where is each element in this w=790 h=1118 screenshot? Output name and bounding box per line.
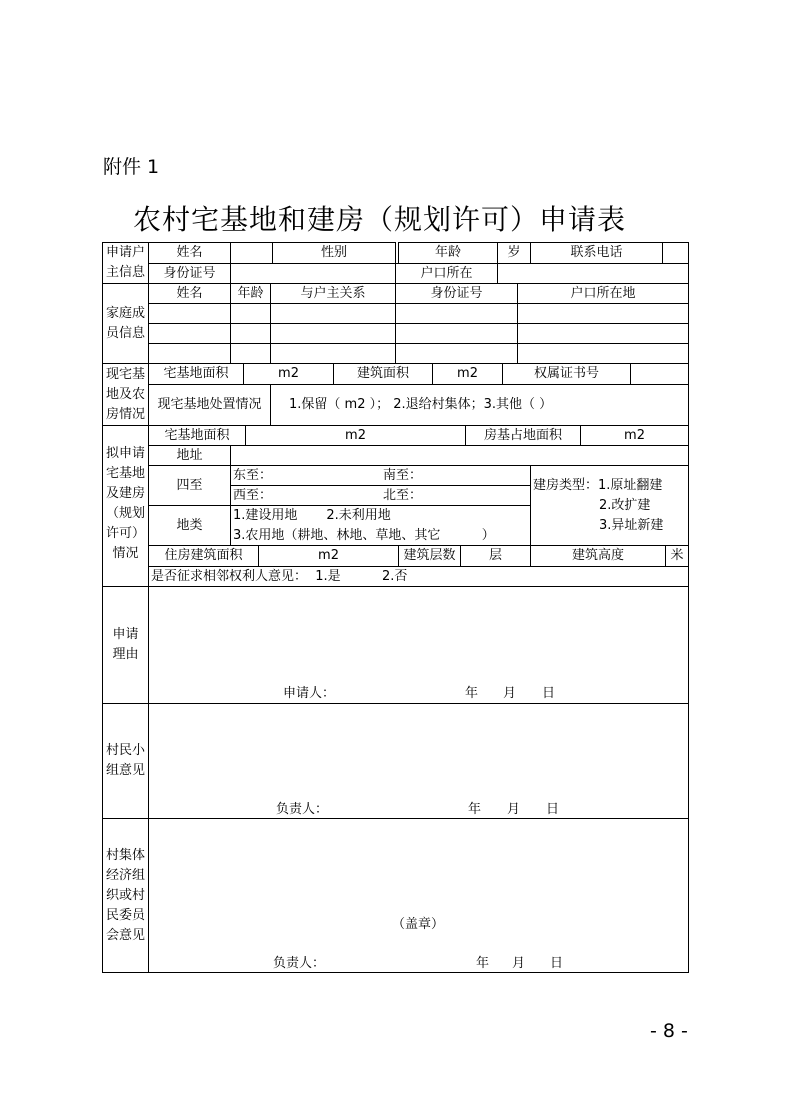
build-type-line: 建房类型：1.原址翻建 [533, 477, 663, 493]
land-type-line: 3.农用地（耕地、林地、草地、其它 ） [233, 527, 495, 543]
label-line: 现宅基 [105, 366, 145, 382]
table-cell[interactable] [517, 343, 689, 364]
id-label: 身份证号 [148, 263, 231, 284]
north-label: 北至： [383, 487, 423, 503]
height-label: 建筑高度 [530, 545, 666, 567]
committee-section-label [102, 818, 149, 973]
name-field[interactable] [230, 242, 273, 264]
group-day: 日 [546, 802, 560, 817]
table-cell[interactable] [395, 343, 518, 364]
land-type-line: 1.建设用地 2.未利用地 [233, 507, 391, 523]
label-line: 民委员 [105, 907, 145, 923]
reason-day: 日 [542, 686, 556, 701]
reason-section-label [102, 586, 149, 704]
label-line: 房情况 [105, 406, 145, 422]
label-line: 村民小 [105, 743, 145, 758]
name-label: 姓名 [148, 242, 231, 264]
age-label: 年龄 [398, 242, 498, 264]
family-header-hukou: 户口所在地 [517, 283, 689, 304]
current-site-area-field[interactable]: m2 [243, 363, 334, 385]
label-line: 经济组 [105, 867, 145, 883]
reason-month: 月 [503, 686, 517, 701]
label-line: 申请户 [105, 245, 145, 260]
hukou-field[interactable] [497, 263, 689, 284]
form-title: 农村宅基地和建房（规划许可）申请表 [133, 203, 627, 236]
group-signer-label: 负责人： [276, 802, 329, 817]
table-cell[interactable] [270, 323, 396, 344]
family-section-label [102, 283, 149, 364]
cert-field[interactable] [630, 363, 689, 385]
current-building-area-field[interactable]: m2 [432, 363, 503, 385]
family-header-id: 身份证号 [395, 283, 518, 304]
label-line: 申请 [112, 627, 139, 642]
group-section-label [102, 703, 149, 819]
label-line: 会意见 [105, 927, 145, 943]
proposed-section-label [102, 425, 149, 587]
footprint-field[interactable]: m2 [580, 425, 689, 446]
west-north-row[interactable] [230, 485, 531, 506]
group-year: 年 [468, 802, 482, 817]
floor-area-field[interactable]: m2 [258, 545, 399, 567]
disposal-label: 现宅基地处置情况 [148, 384, 271, 426]
label-line: 地及农 [105, 386, 145, 402]
current-section-label [102, 363, 149, 426]
label-line: 家庭成 [105, 305, 145, 321]
land-type-options[interactable] [230, 505, 531, 546]
build-type-line: 2.改扩建 [599, 497, 651, 513]
proposed-site-area-field[interactable]: m2 [245, 425, 466, 446]
table-cell[interactable] [395, 303, 518, 324]
address-field[interactable] [230, 445, 689, 466]
cert-label: 权属证书号 [502, 363, 631, 385]
east-south-row[interactable] [230, 465, 531, 486]
committee-opinion-field[interactable] [148, 818, 689, 973]
label-line: 拟申请 [105, 446, 145, 461]
build-type-line: 3.异址新建 [599, 517, 664, 533]
neighbor-consent-row[interactable]: 是否征求相邻权利人意见： 1.是 2.否 [148, 566, 689, 587]
seal-label: （盖章） [392, 917, 445, 932]
committee-year: 年 [476, 956, 490, 971]
label-line: 理由 [112, 647, 139, 662]
height-unit: 米 [665, 545, 689, 567]
land-type-label: 地类 [148, 505, 231, 546]
current-building-area-label: 建筑面积 [333, 363, 433, 385]
table-cell[interactable] [148, 323, 231, 344]
table-cell[interactable] [517, 303, 689, 324]
table-cell[interactable] [148, 343, 231, 364]
label-line: 组意见 [105, 763, 145, 778]
committee-signer-label: 负责人： [273, 956, 326, 971]
west-label: 西至： [233, 487, 273, 503]
boundaries-label: 四至 [148, 465, 231, 506]
applicant-section-label [102, 242, 149, 284]
attachment-label: 附件 1 [103, 156, 160, 178]
build-type-options[interactable] [530, 465, 689, 546]
table-cell[interactable] [230, 343, 271, 364]
group-opinion-field[interactable] [148, 703, 689, 819]
family-header-name: 姓名 [148, 283, 231, 304]
label-line: 员信息 [105, 325, 145, 341]
gender-label: 性别 [272, 242, 396, 264]
hukou-label: 户口所在 [395, 263, 498, 284]
floor-area-label: 住房建筑面积 [148, 545, 259, 567]
committee-day: 日 [550, 956, 564, 971]
label-line: 村集体 [105, 847, 145, 863]
floors-field[interactable]: 层 [460, 545, 531, 567]
label-line: 情况 [112, 546, 139, 561]
label-line: 宅基地 [105, 466, 145, 481]
table-cell[interactable] [517, 323, 689, 344]
disposal-options[interactable]: 1.保留（ m2 ）； 2.退给村集体；3.其他（ ） [270, 384, 689, 426]
reason-field[interactable] [148, 586, 689, 704]
label-line: （规划 [105, 506, 145, 521]
label-line: 织或村 [105, 887, 145, 903]
label-line: 及建房 [105, 486, 145, 501]
phone-field[interactable] [662, 242, 689, 264]
east-label: 东至： [233, 467, 273, 483]
footprint-label: 房基占地面积 [465, 425, 581, 446]
family-header-relation: 与户主关系 [270, 283, 396, 304]
table-cell[interactable] [270, 343, 396, 364]
family-header-age: 年龄 [230, 283, 271, 304]
table-cell[interactable] [148, 303, 231, 324]
floors-label: 建筑层数 [398, 545, 461, 567]
address-label: 地址 [148, 445, 231, 466]
south-label: 南至： [383, 467, 423, 483]
table-cell[interactable] [395, 323, 518, 344]
group-month: 月 [507, 802, 521, 817]
age-unit: 岁 [497, 242, 531, 264]
table-cell[interactable] [270, 303, 396, 324]
table-cell[interactable] [230, 303, 271, 324]
phone-label: 联系电话 [530, 242, 663, 264]
label-line: 许可） [105, 526, 145, 541]
label-line: 主信息 [105, 265, 145, 280]
reason-signer-label: 申请人： [283, 686, 336, 701]
current-site-area-label: 宅基地面积 [148, 363, 244, 385]
table-cell[interactable] [230, 323, 271, 344]
reason-year: 年 [465, 686, 479, 701]
id-field[interactable] [230, 263, 396, 284]
proposed-site-area-label: 宅基地面积 [148, 425, 246, 446]
page-number: - 8 - [650, 1020, 688, 1042]
committee-month: 月 [512, 956, 526, 971]
